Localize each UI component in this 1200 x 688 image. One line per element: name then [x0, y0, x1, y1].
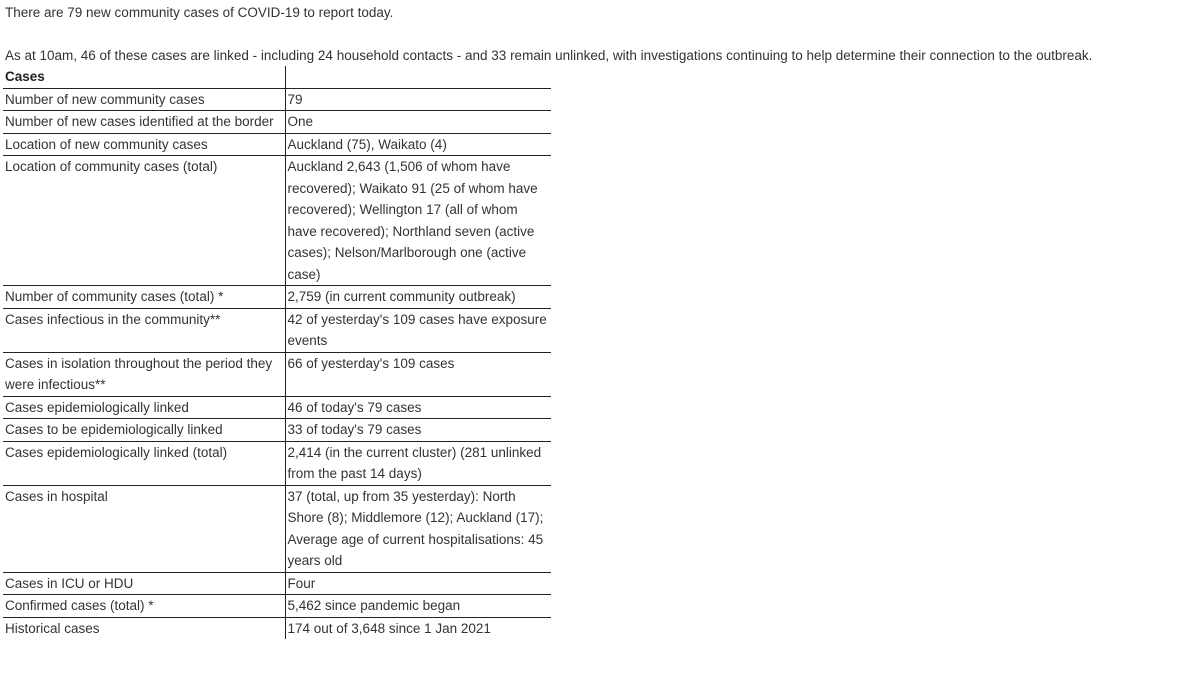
- table-row: [3, 88, 551, 111]
- row-label: Location of community cases (total): [3, 156, 285, 286]
- row-value: 2,759 (in current community outbreak): [285, 286, 551, 309]
- row-label: Location of new community cases: [3, 133, 285, 156]
- row-value: 79: [285, 88, 551, 111]
- row-label: Cases in isolation throughout the period they were infectious**: [3, 352, 285, 396]
- row-label: Historical cases: [5, 620, 100, 636]
- table-row: [3, 156, 551, 286]
- row-label: Number of new community cases: [3, 88, 285, 111]
- row-value: 5,462 since pandemic began: [285, 595, 551, 618]
- row-value: 42 of yesterday's 109 cases have exposure events: [285, 308, 551, 352]
- hospital-breakdown: 37 (total, up from 35 yesterday): North Shore (8); Middlemore (12); Auckland (17);: [287, 488, 544, 525]
- intro-linked-detail: As at 10am, 46 of these cases are linked - including 24 household contacts - and 33 remain unlinked, with investigations continuing to help determine their connection to the outbreak.: [5, 48, 1093, 63]
- table-header-label: Cases: [3, 66, 285, 88]
- row-value: Auckland 2,643 (1,506 of whom have recovered); Waikato 91 (25 of whom have recovered); Wellington 17 (all of whom have recovered); Northland seven (active cases); Nelson/Marlborough one (active case): [285, 156, 551, 286]
- row-value: Auckland (75), Waikato (4): [285, 133, 551, 156]
- row-label: Cases to be epidemiologically linked: [3, 419, 285, 442]
- row-value: One: [285, 111, 551, 134]
- table-row: [3, 111, 551, 134]
- table-row: [3, 308, 551, 352]
- table-row: [3, 441, 551, 485]
- cases-table: [3, 66, 551, 639]
- row-label: Cases infectious in the community**: [3, 308, 285, 352]
- table-row: [3, 396, 551, 419]
- table-row: [3, 286, 551, 309]
- row-label: Number of community cases (total) *: [3, 286, 285, 309]
- table-header-row: [3, 66, 551, 88]
- row-label: Cases in ICU or HDU: [3, 572, 285, 595]
- table-row: [3, 419, 551, 442]
- table-row: [3, 352, 551, 396]
- table-header-value: [285, 66, 551, 88]
- row-value: 33 of today's 79 cases: [285, 419, 551, 442]
- table-row: [3, 617, 551, 639]
- row-value: 2,414 (in the current cluster) (281 unlinked from the past 14 days): [285, 441, 551, 485]
- row-value: 174 out of 3,648 since 1 Jan 2021: [285, 617, 551, 639]
- row-value: Four: [285, 572, 551, 595]
- row-label: Cases epidemiologically linked (total): [3, 441, 285, 485]
- hospital-average-age: Average age of current hospitalisations: 45 years old: [287, 531, 544, 568]
- row-value: 66 of yesterday's 109 cases: [285, 352, 551, 396]
- row-label: Cases epidemiologically linked: [3, 396, 285, 419]
- row-value: [285, 485, 551, 572]
- table-row: [3, 572, 551, 595]
- intro-summary: There are 79 new community cases of COVID-19 to report today.: [5, 5, 394, 20]
- row-label: Cases in hospital: [3, 485, 285, 572]
- row-label: Number of new cases identified at the border: [3, 111, 285, 134]
- table-row: [3, 133, 551, 156]
- row-value: 46 of today's 79 cases: [285, 396, 551, 419]
- table-row: [3, 595, 551, 618]
- row-label: Confirmed cases (total) *: [3, 595, 285, 618]
- table-row: [3, 485, 551, 572]
